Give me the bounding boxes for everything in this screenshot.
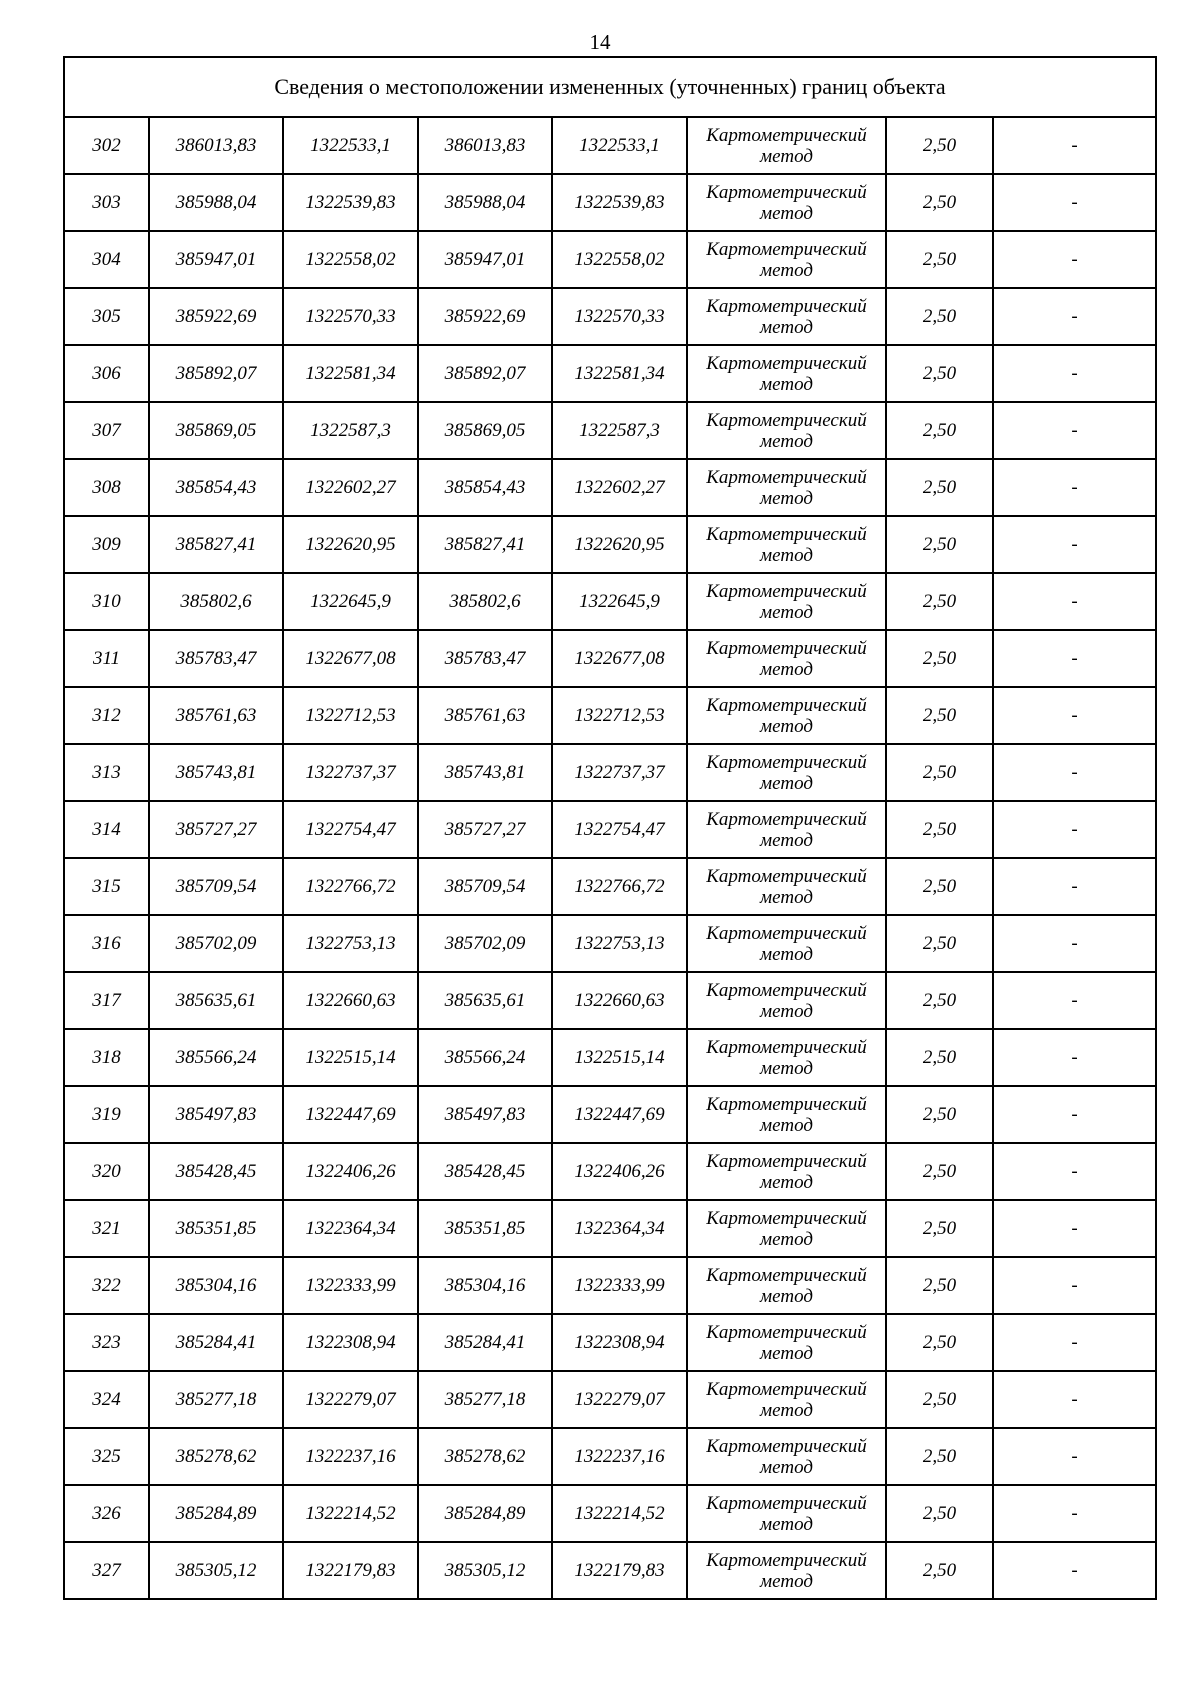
note-cell: -: [993, 1086, 1156, 1143]
note-cell: -: [993, 1143, 1156, 1200]
existing-x-cell: 385497,83: [149, 1086, 283, 1143]
method-line-2: метод: [760, 1228, 813, 1250]
table-row: [64, 117, 1156, 174]
new-x-cell: 385702,09: [418, 915, 552, 972]
accuracy-cell: 2,50: [886, 687, 993, 744]
new-y-cell: 1322754,47: [552, 801, 687, 858]
note-cell: -: [993, 345, 1156, 402]
method-line-1: Картометрический: [706, 1492, 867, 1514]
accuracy-cell: 2,50: [886, 915, 993, 972]
existing-x-cell: 385922,69: [149, 288, 283, 345]
new-x-cell: 385854,43: [418, 459, 552, 516]
existing-x-cell: 385947,01: [149, 231, 283, 288]
new-x-cell: 385284,41: [418, 1314, 552, 1371]
existing-x-cell: 385827,41: [149, 516, 283, 573]
accuracy-cell: 2,50: [886, 1542, 993, 1599]
existing-x-cell: 385709,54: [149, 858, 283, 915]
note-cell: -: [993, 1200, 1156, 1257]
method-line-1: Картометрический: [706, 409, 867, 431]
table-row: [64, 1029, 1156, 1086]
method-cell: [687, 801, 886, 858]
existing-y-cell: 1322447,69: [283, 1086, 418, 1143]
new-y-cell: 1322737,37: [552, 744, 687, 801]
new-x-cell: 385497,83: [418, 1086, 552, 1143]
point-number-cell: 321: [64, 1200, 149, 1257]
existing-y-cell: 1322754,47: [283, 801, 418, 858]
method-line-2: метод: [760, 202, 813, 224]
method-line-1: Картометрический: [706, 523, 867, 545]
note-cell: -: [993, 1029, 1156, 1086]
point-number-cell: 312: [64, 687, 149, 744]
note-cell: -: [993, 1257, 1156, 1314]
note-cell: -: [993, 174, 1156, 231]
new-y-cell: 1322539,83: [552, 174, 687, 231]
new-y-cell: 1322214,52: [552, 1485, 687, 1542]
point-number-cell: 311: [64, 630, 149, 687]
accuracy-cell: 2,50: [886, 117, 993, 174]
method-line-1: Картометрический: [706, 922, 867, 944]
method-line-2: метод: [760, 487, 813, 509]
method-line-1: Картометрический: [706, 637, 867, 659]
method-line-1: Картометрический: [706, 1378, 867, 1400]
method-cell: [687, 687, 886, 744]
new-x-cell: 385428,45: [418, 1143, 552, 1200]
table-row: [64, 1542, 1156, 1599]
existing-x-cell: 385869,05: [149, 402, 283, 459]
point-number-cell: 306: [64, 345, 149, 402]
existing-x-cell: 385892,07: [149, 345, 283, 402]
method-cell: [687, 1314, 886, 1371]
existing-x-cell: 385783,47: [149, 630, 283, 687]
method-cell: [687, 1428, 886, 1485]
new-y-cell: 1322602,27: [552, 459, 687, 516]
new-x-cell: 385743,81: [418, 744, 552, 801]
method-line-1: Картометрический: [706, 1264, 867, 1286]
method-line-1: Картометрический: [706, 1435, 867, 1457]
method-cell: [687, 117, 886, 174]
method-cell: [687, 174, 886, 231]
method-line-2: метод: [760, 259, 813, 281]
new-x-cell: 385869,05: [418, 402, 552, 459]
accuracy-cell: 2,50: [886, 1086, 993, 1143]
method-line-1: Картометрический: [706, 694, 867, 716]
new-y-cell: 1322447,69: [552, 1086, 687, 1143]
existing-y-cell: 1322364,34: [283, 1200, 418, 1257]
point-number-cell: 314: [64, 801, 149, 858]
method-cell: [687, 288, 886, 345]
accuracy-cell: 2,50: [886, 174, 993, 231]
method-cell: [687, 1485, 886, 1542]
existing-y-cell: 1322581,34: [283, 345, 418, 402]
table-title: Сведения о местоположении измененных (уточненных) границ объекта: [64, 57, 1156, 117]
new-x-cell: 385802,6: [418, 573, 552, 630]
method-line-1: Картометрический: [706, 865, 867, 887]
method-line-2: метод: [760, 145, 813, 167]
new-y-cell: 1322660,63: [552, 972, 687, 1029]
existing-x-cell: 385304,16: [149, 1257, 283, 1314]
existing-x-cell: 385854,43: [149, 459, 283, 516]
new-y-cell: 1322570,33: [552, 288, 687, 345]
method-line-2: метод: [760, 1057, 813, 1079]
method-line-1: Картометрический: [706, 1150, 867, 1172]
table-row: [64, 459, 1156, 516]
existing-x-cell: 385802,6: [149, 573, 283, 630]
new-x-cell: 385922,69: [418, 288, 552, 345]
table-row: [64, 402, 1156, 459]
method-line-2: метод: [760, 943, 813, 965]
existing-y-cell: 1322660,63: [283, 972, 418, 1029]
existing-y-cell: 1322602,27: [283, 459, 418, 516]
method-cell: [687, 972, 886, 1029]
existing-x-cell: 385727,27: [149, 801, 283, 858]
existing-y-cell: 1322333,99: [283, 1257, 418, 1314]
point-number-cell: 307: [64, 402, 149, 459]
table-row: [64, 858, 1156, 915]
table-row: [64, 687, 1156, 744]
table-row: [64, 972, 1156, 1029]
table-row: [64, 1428, 1156, 1485]
method-line-1: Картометрический: [706, 808, 867, 830]
point-number-cell: 310: [64, 573, 149, 630]
existing-x-cell: 385743,81: [149, 744, 283, 801]
new-y-cell: 1322712,53: [552, 687, 687, 744]
table-row: [64, 744, 1156, 801]
new-x-cell: 385351,85: [418, 1200, 552, 1257]
method-line-2: метод: [760, 544, 813, 566]
note-cell: -: [993, 1371, 1156, 1428]
method-line-2: метод: [760, 886, 813, 908]
method-line-1: Картометрический: [706, 1036, 867, 1058]
new-x-cell: 385783,47: [418, 630, 552, 687]
method-line-1: Картометрический: [706, 1093, 867, 1115]
accuracy-cell: 2,50: [886, 630, 993, 687]
accuracy-cell: 2,50: [886, 573, 993, 630]
table-row: [64, 174, 1156, 231]
note-cell: -: [993, 1314, 1156, 1371]
note-cell: -: [993, 1428, 1156, 1485]
existing-y-cell: 1322406,26: [283, 1143, 418, 1200]
point-number-cell: 320: [64, 1143, 149, 1200]
note-cell: -: [993, 231, 1156, 288]
existing-x-cell: 385761,63: [149, 687, 283, 744]
accuracy-cell: 2,50: [886, 345, 993, 402]
method-line-1: Картометрический: [706, 124, 867, 146]
table-row: [64, 231, 1156, 288]
table-row: [64, 573, 1156, 630]
existing-y-cell: 1322620,95: [283, 516, 418, 573]
table-row: [64, 1257, 1156, 1314]
table-row: [64, 630, 1156, 687]
note-cell: -: [993, 687, 1156, 744]
existing-y-cell: 1322539,83: [283, 174, 418, 231]
method-line-1: Картометрический: [706, 352, 867, 374]
point-number-cell: 309: [64, 516, 149, 573]
existing-x-cell: 386013,83: [149, 117, 283, 174]
accuracy-cell: 2,50: [886, 1029, 993, 1086]
table-row: [64, 1143, 1156, 1200]
new-x-cell: 385827,41: [418, 516, 552, 573]
table-row: [64, 1086, 1156, 1143]
existing-y-cell: 1322237,16: [283, 1428, 418, 1485]
new-x-cell: 386013,83: [418, 117, 552, 174]
point-number-cell: 326: [64, 1485, 149, 1542]
table-row: [64, 345, 1156, 402]
new-x-cell: 385988,04: [418, 174, 552, 231]
method-cell: [687, 1143, 886, 1200]
existing-x-cell: 385428,45: [149, 1143, 283, 1200]
existing-x-cell: 385284,41: [149, 1314, 283, 1371]
note-cell: -: [993, 801, 1156, 858]
new-y-cell: 1322515,14: [552, 1029, 687, 1086]
method-cell: [687, 459, 886, 516]
point-number-cell: 305: [64, 288, 149, 345]
existing-y-cell: 1322753,13: [283, 915, 418, 972]
method-line-2: метод: [760, 1399, 813, 1421]
point-number-cell: 313: [64, 744, 149, 801]
existing-y-cell: 1322737,37: [283, 744, 418, 801]
method-line-2: метод: [760, 772, 813, 794]
existing-x-cell: 385351,85: [149, 1200, 283, 1257]
method-cell: [687, 573, 886, 630]
accuracy-cell: 2,50: [886, 1314, 993, 1371]
method-line-2: метод: [760, 829, 813, 851]
point-number-cell: 324: [64, 1371, 149, 1428]
table-row: [64, 1485, 1156, 1542]
method-line-2: метод: [760, 1114, 813, 1136]
point-number-cell: 315: [64, 858, 149, 915]
method-cell: [687, 1257, 886, 1314]
new-x-cell: 385709,54: [418, 858, 552, 915]
boundary-coordinates-table: [63, 56, 1157, 1600]
existing-x-cell: 385702,09: [149, 915, 283, 972]
method-line-2: метод: [760, 658, 813, 680]
method-line-2: метод: [760, 430, 813, 452]
accuracy-cell: 2,50: [886, 288, 993, 345]
table-row: [64, 1371, 1156, 1428]
method-cell: [687, 516, 886, 573]
note-cell: -: [993, 516, 1156, 573]
method-line-1: Картометрический: [706, 238, 867, 260]
method-line-1: Картометрический: [706, 1549, 867, 1571]
method-line-2: метод: [760, 1285, 813, 1307]
new-x-cell: 385635,61: [418, 972, 552, 1029]
method-line-1: Картометрический: [706, 181, 867, 203]
method-line-2: метод: [760, 715, 813, 737]
point-number-cell: 303: [64, 174, 149, 231]
new-y-cell: 1322406,26: [552, 1143, 687, 1200]
new-y-cell: 1322558,02: [552, 231, 687, 288]
existing-y-cell: 1322179,83: [283, 1542, 418, 1599]
new-y-cell: 1322364,34: [552, 1200, 687, 1257]
existing-x-cell: 385305,12: [149, 1542, 283, 1599]
accuracy-cell: 2,50: [886, 1143, 993, 1200]
note-cell: -: [993, 630, 1156, 687]
method-line-1: Картометрический: [706, 466, 867, 488]
method-line-1: Картометрический: [706, 295, 867, 317]
note-cell: -: [993, 858, 1156, 915]
existing-x-cell: 385277,18: [149, 1371, 283, 1428]
method-line-2: метод: [760, 601, 813, 623]
method-cell: [687, 231, 886, 288]
new-y-cell: 1322333,99: [552, 1257, 687, 1314]
note-cell: -: [993, 1485, 1156, 1542]
note-cell: -: [993, 573, 1156, 630]
table-row: [64, 516, 1156, 573]
new-x-cell: 385277,18: [418, 1371, 552, 1428]
method-line-2: метод: [760, 1171, 813, 1193]
new-x-cell: 385566,24: [418, 1029, 552, 1086]
existing-y-cell: 1322214,52: [283, 1485, 418, 1542]
new-y-cell: 1322645,9: [552, 573, 687, 630]
table-row: [64, 1200, 1156, 1257]
method-line-1: Картометрический: [706, 1321, 867, 1343]
method-line-1: Картометрический: [706, 751, 867, 773]
new-y-cell: 1322533,1: [552, 117, 687, 174]
existing-x-cell: 385278,62: [149, 1428, 283, 1485]
table-row: [64, 1314, 1156, 1371]
new-y-cell: 1322308,94: [552, 1314, 687, 1371]
accuracy-cell: 2,50: [886, 744, 993, 801]
point-number-cell: 319: [64, 1086, 149, 1143]
existing-y-cell: 1322533,1: [283, 117, 418, 174]
point-number-cell: 327: [64, 1542, 149, 1599]
method-cell: [687, 1200, 886, 1257]
accuracy-cell: 2,50: [886, 231, 993, 288]
table-row: [64, 288, 1156, 345]
point-number-cell: 302: [64, 117, 149, 174]
accuracy-cell: 2,50: [886, 1371, 993, 1428]
note-cell: -: [993, 744, 1156, 801]
method-line-1: Картометрический: [706, 1207, 867, 1229]
point-number-cell: 323: [64, 1314, 149, 1371]
method-cell: [687, 345, 886, 402]
method-line-1: Картометрический: [706, 580, 867, 602]
accuracy-cell: 2,50: [886, 459, 993, 516]
new-x-cell: 385892,07: [418, 345, 552, 402]
accuracy-cell: 2,50: [886, 516, 993, 573]
new-y-cell: 1322237,16: [552, 1428, 687, 1485]
accuracy-cell: 2,50: [886, 972, 993, 1029]
note-cell: -: [993, 117, 1156, 174]
new-y-cell: 1322620,95: [552, 516, 687, 573]
method-line-2: метод: [760, 1513, 813, 1535]
existing-y-cell: 1322515,14: [283, 1029, 418, 1086]
note-cell: -: [993, 459, 1156, 516]
accuracy-cell: 2,50: [886, 1428, 993, 1485]
accuracy-cell: 2,50: [886, 1257, 993, 1314]
method-line-2: метод: [760, 1456, 813, 1478]
method-cell: [687, 858, 886, 915]
point-number-cell: 308: [64, 459, 149, 516]
new-y-cell: 1322753,13: [552, 915, 687, 972]
existing-y-cell: 1322766,72: [283, 858, 418, 915]
note-cell: -: [993, 972, 1156, 1029]
existing-y-cell: 1322712,53: [283, 687, 418, 744]
new-y-cell: 1322677,08: [552, 630, 687, 687]
method-line-2: метод: [760, 373, 813, 395]
new-x-cell: 385284,89: [418, 1485, 552, 1542]
new-y-cell: 1322279,07: [552, 1371, 687, 1428]
method-line-2: метод: [760, 1342, 813, 1364]
method-line-1: Картометрический: [706, 979, 867, 1001]
existing-x-cell: 385566,24: [149, 1029, 283, 1086]
note-cell: -: [993, 1542, 1156, 1599]
new-y-cell: 1322587,3: [552, 402, 687, 459]
point-number-cell: 318: [64, 1029, 149, 1086]
existing-y-cell: 1322677,08: [283, 630, 418, 687]
page-number: 14: [589, 30, 611, 54]
note-cell: -: [993, 915, 1156, 972]
method-cell: [687, 402, 886, 459]
accuracy-cell: 2,50: [886, 858, 993, 915]
existing-y-cell: 1322558,02: [283, 231, 418, 288]
method-line-2: метод: [760, 316, 813, 338]
existing-y-cell: 1322587,3: [283, 402, 418, 459]
point-number-cell: 322: [64, 1257, 149, 1314]
method-cell: [687, 630, 886, 687]
new-y-cell: 1322766,72: [552, 858, 687, 915]
table-row: [64, 801, 1156, 858]
method-cell: [687, 1542, 886, 1599]
method-cell: [687, 915, 886, 972]
new-x-cell: 385727,27: [418, 801, 552, 858]
point-number-cell: 317: [64, 972, 149, 1029]
accuracy-cell: 2,50: [886, 1200, 993, 1257]
existing-y-cell: 1322570,33: [283, 288, 418, 345]
accuracy-cell: 2,50: [886, 1485, 993, 1542]
existing-y-cell: 1322308,94: [283, 1314, 418, 1371]
table-header-row: [64, 57, 1156, 117]
existing-y-cell: 1322645,9: [283, 573, 418, 630]
existing-y-cell: 1322279,07: [283, 1371, 418, 1428]
existing-x-cell: 385284,89: [149, 1485, 283, 1542]
note-cell: -: [993, 288, 1156, 345]
method-cell: [687, 1029, 886, 1086]
existing-x-cell: 385635,61: [149, 972, 283, 1029]
method-line-2: метод: [760, 1570, 813, 1592]
new-x-cell: 385304,16: [418, 1257, 552, 1314]
accuracy-cell: 2,50: [886, 402, 993, 459]
new-y-cell: 1322179,83: [552, 1542, 687, 1599]
new-y-cell: 1322581,34: [552, 345, 687, 402]
point-number-cell: 304: [64, 231, 149, 288]
new-x-cell: 385947,01: [418, 231, 552, 288]
accuracy-cell: 2,50: [886, 801, 993, 858]
method-cell: [687, 744, 886, 801]
point-number-cell: 316: [64, 915, 149, 972]
note-cell: -: [993, 402, 1156, 459]
new-x-cell: 385761,63: [418, 687, 552, 744]
point-number-cell: 325: [64, 1428, 149, 1485]
existing-x-cell: 385988,04: [149, 174, 283, 231]
table-row: [64, 915, 1156, 972]
method-cell: [687, 1086, 886, 1143]
new-x-cell: 385278,62: [418, 1428, 552, 1485]
method-line-2: метод: [760, 1000, 813, 1022]
new-x-cell: 385305,12: [418, 1542, 552, 1599]
method-cell: [687, 1371, 886, 1428]
